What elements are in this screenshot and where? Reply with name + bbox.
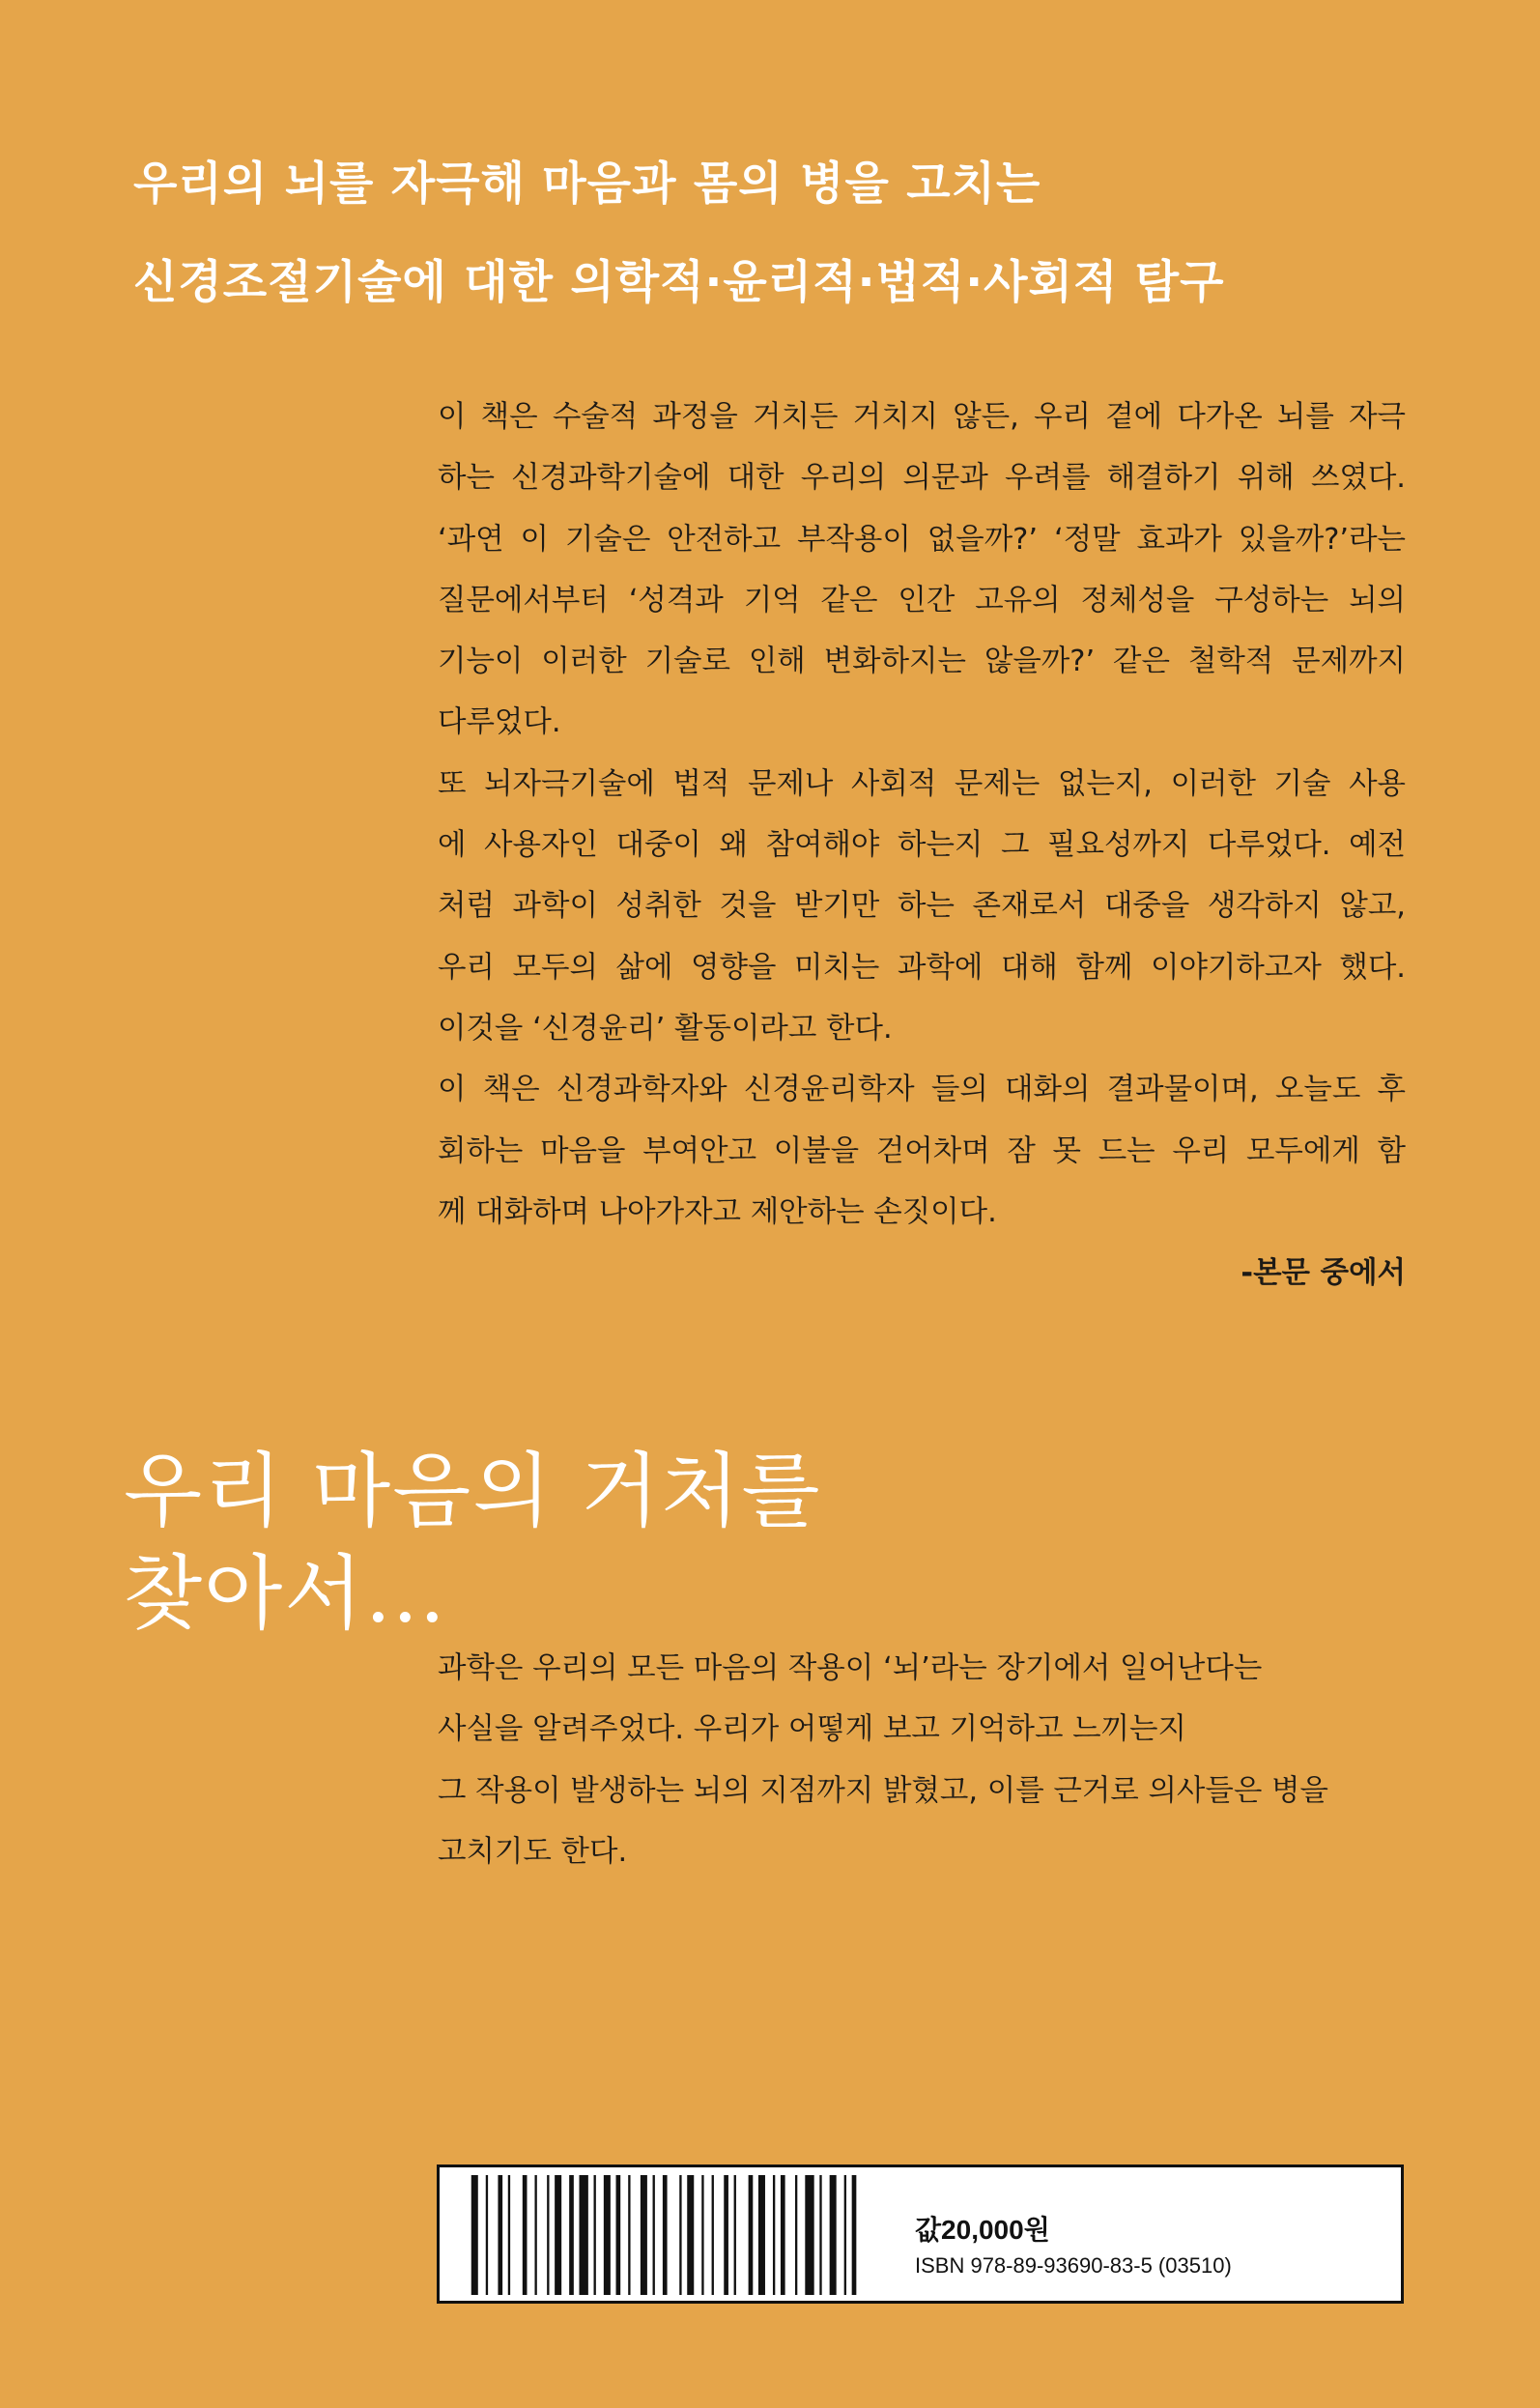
excerpt-line: 질문에서부터 ‘성격과 기억 같은 인간 고유의 정체성을 구성하는 뇌의	[438, 583, 1406, 617]
barcode-bar	[486, 2175, 488, 2295]
book-excerpt	[438, 387, 1406, 1304]
intro-line: 과학은 우리의 모든 마음의 작용이 ‘뇌’라는 장기에서 일어난다는	[438, 1651, 1263, 1685]
book-intro	[438, 1638, 1406, 1882]
barcode-bar	[844, 2175, 846, 2295]
tagline-line-1: 우리 마음의 거처를	[124, 1444, 822, 1538]
barcode-bar	[641, 2175, 647, 2295]
barcode-bar	[687, 2175, 694, 2295]
barcode-bar	[805, 2175, 813, 2295]
barcode-bar	[534, 2175, 536, 2295]
excerpt-line: 또 뇌자극기술에 법적 문제나 사회적 문제는 없는지, 이러한 기술 사용	[438, 766, 1406, 801]
barcode-bar	[701, 2175, 703, 2295]
barcode-bar	[679, 2175, 681, 2295]
barcode-bar	[781, 2175, 785, 2295]
cover-headline	[133, 135, 1467, 332]
excerpt-line: 다루었다.	[438, 705, 561, 740]
excerpt-line: 기능이 이러한 기술로 인해 변화하지는 않을까?’ 같은 철학적 문제까지	[438, 645, 1406, 679]
barcode-bar	[663, 2175, 668, 2295]
excerpt-line: 이 책은 신경과학자와 신경윤리학자 들의 대화의 결과물이며, 오늘도 후	[438, 1073, 1406, 1107]
barcode-bar	[795, 2175, 797, 2295]
barcode-bar	[594, 2175, 596, 2295]
barcode-bar	[471, 2175, 478, 2295]
barcode-bar	[734, 2175, 736, 2295]
excerpt-line: 께 대화하며 나아가자고 제안하는 손짓이다.	[438, 1194, 997, 1229]
tagline-line-2: 찾아서…	[124, 1546, 448, 1641]
excerpt-line: 회하는 마음을 부여안고 이불을 걷어차며 잠 못 드는 우리 모두에게 함	[438, 1133, 1406, 1168]
price-label: 값20,000원	[915, 2215, 1050, 2245]
barcode-bar	[555, 2175, 561, 2295]
barcode-bar	[579, 2175, 587, 2295]
barcode-bar	[712, 2175, 714, 2295]
barcode-bar	[852, 2175, 857, 2295]
headline-line-2: 신경조절기술에 대한 의학적·윤리적·법적·사회적 탐구	[133, 256, 1225, 309]
excerpt-source: -본문 중에서	[1241, 1256, 1406, 1291]
barcode-bar	[653, 2175, 655, 2295]
barcode-bar	[758, 2175, 765, 2295]
excerpt-line: 이 책은 수술적 과정을 거치든 거치지 않든, 우리 곁에 다가온 뇌를 자극	[438, 400, 1406, 434]
barcode-panel	[437, 2164, 1404, 2304]
intro-line: 그 작용이 발생하는 뇌의 지점까지 밝혔고, 이를 근거로 의사들은 병을	[438, 1773, 1328, 1808]
intro-line: 고치기도 한다.	[438, 1834, 628, 1869]
excerpt-line: 처럼 과학이 성취한 것을 받기만 하는 존재로서 대중을 생각하지 않고,	[438, 889, 1406, 924]
barcode-bar	[604, 2175, 611, 2295]
excerpt-line: 하는 신경과학기술에 대한 우리의 의문과 우려를 해결하기 위해 쓰였다.	[438, 461, 1406, 496]
barcode-bar	[523, 2175, 528, 2295]
excerpt-line: 우리 모두의 삶에 영향을 미치는 과학에 대해 함께 이야기하고자 했다.	[438, 950, 1406, 985]
barcode-bar	[819, 2175, 821, 2295]
barcode-bar	[547, 2175, 549, 2295]
cover-tagline	[124, 1440, 1283, 1645]
headline-line-1: 우리의 뇌를 자극해 마음과 몸의 병을 고치는	[133, 158, 1041, 211]
barcode-bar	[749, 2175, 754, 2295]
intro-line: 사실을 알려주었다. 우리가 어떻게 보고 기억하고 느끼는지	[438, 1712, 1186, 1747]
barcode-bar	[498, 2175, 502, 2295]
barcode-bar	[628, 2175, 630, 2295]
barcode-bar	[724, 2175, 728, 2295]
excerpt-line: ‘과연 이 기술은 안전하고 부작용이 없을까?’ ‘정말 효과가 있을까?’라는	[438, 522, 1406, 557]
excerpt-line: 에 사용자인 대중이 왜 참여해야 하는지 그 필요성까지 다루었다. 예전	[438, 828, 1406, 863]
excerpt-line: 이것을 ‘신경윤리’ 활동이라고 한다.	[438, 1011, 893, 1046]
barcode-bar	[830, 2175, 837, 2295]
barcode-bar	[616, 2175, 621, 2295]
isbn-label: ISBN 978-89-93690-83-5 (03510)	[915, 2253, 1232, 2278]
barcode-bar	[569, 2175, 574, 2295]
barcode-bar	[773, 2175, 775, 2295]
barcode-bar	[508, 2175, 510, 2295]
